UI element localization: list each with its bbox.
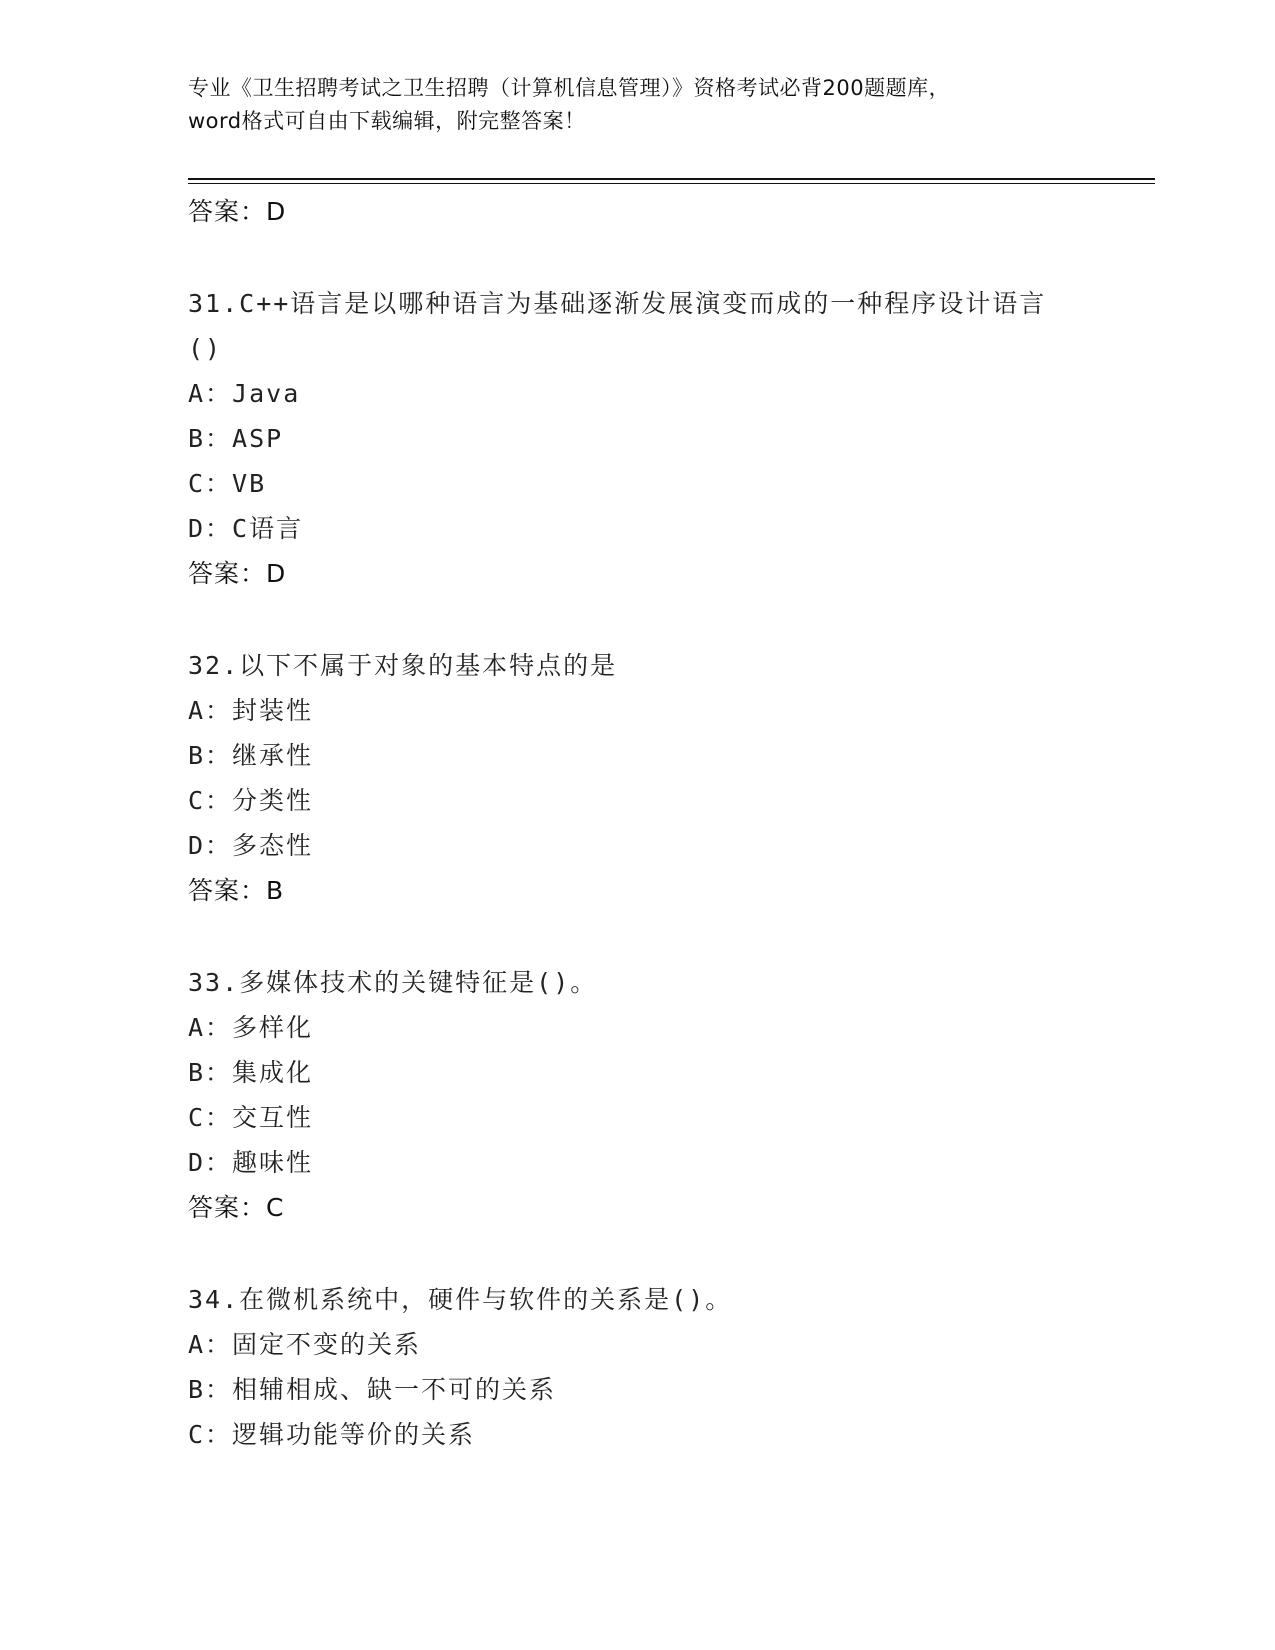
option-d: D：趣味性 [188,1148,314,1177]
question-text: 34.在微机系统中，硬件与软件的关系是()。 [188,1285,733,1314]
option-c: C：逻辑功能等价的关系 [188,1420,476,1449]
option-a: A：Java [188,379,301,408]
option-b: B：ASP [188,424,284,453]
question-text: 33.多媒体技术的关键特征是()。 [188,968,598,997]
answer-line: 答案：D [188,559,287,588]
header-rule-thin [188,183,1155,184]
spacer [188,596,1088,643]
option-d: D：多态性 [188,831,314,860]
spacer [188,1230,1088,1277]
answer-line: 答案：B [188,876,285,905]
header-line-2: word格式可自由下载编辑，附完整答案！ [188,109,586,133]
option-d: D：C语言 [188,514,304,543]
question-text: 32.以下不属于对象的基本特点的是 [188,651,618,680]
option-b: B：继承性 [188,741,314,770]
question-list [188,189,1088,1457]
spacer [188,913,1088,960]
document-header [188,72,1088,138]
option-c: C：VB [188,469,267,498]
option-b: B：相辅相成、缺一不可的关系 [188,1375,557,1404]
option-a: A：多样化 [188,1013,314,1042]
spacer [188,234,1088,281]
option-c: C：分类性 [188,786,314,815]
header-rule-thick [188,178,1155,180]
answer-line: 答案：C [188,1193,285,1222]
header-line-1: 专业《卫生招聘考试之卫生招聘（计算机信息管理）》资格考试必背200题题库， [188,76,951,100]
question-text: 31.C++语言是以哪种语言为基础逐渐发展演变而成的一种程序设计语言() [188,289,1047,363]
option-a: A：封装性 [188,696,314,725]
option-a: A：固定不变的关系 [188,1330,422,1359]
answer-line: 答案：D [188,197,287,226]
option-c: C：交互性 [188,1103,314,1132]
option-b: B：集成化 [188,1058,314,1087]
